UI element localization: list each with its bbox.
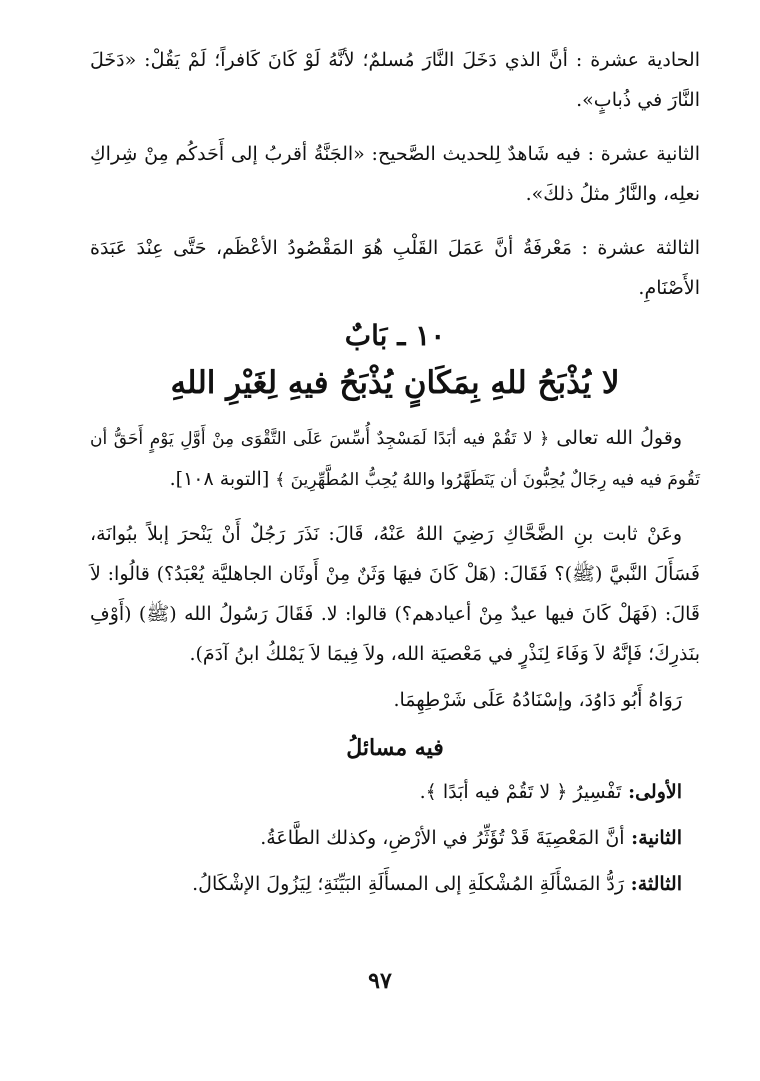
chapter-number: ١٠ ـ بَابٌ: [344, 319, 446, 352]
page-number: ٩٧: [368, 968, 392, 994]
masail-item-label: الثالثة:: [624, 873, 682, 895]
quran-verse: ﴿ لا تَقُمْ فيه أبَدًا لَمَسْجِدٌ أُسِّسَ عَلَى التَّقْوَى مِنْ أَوَّلِ يَوْمٍ أَحَقُّ أن تَقُومَ فيه فيه رِجَالٌ يُحِبُّونَ أن يَتَطَهَّرُوا واللهُ يُحِبُّ المُطَّهِّرِينَ ﴾: [90, 429, 700, 490]
masail-item-text: أنَّ المَعْصِيَةَ قَدْ تُؤَثِّرُ في الأرْضِ، وكذلك الطَّاعَةُ.: [260, 827, 625, 849]
book-page: [90, 40, 700, 1060]
verse-intro: وقولُ الله تعالى: [549, 427, 682, 449]
masail-item-label: الثانية:: [624, 827, 682, 849]
masail-item-label: الأولى:: [621, 781, 682, 803]
verse-paragraph: [90, 418, 700, 500]
masail-item: [90, 818, 700, 858]
masail-item: [90, 864, 700, 904]
narration-line: رَوَاهُ أَبُو دَاوُدَ، وإسْنَادُهُ عَلَى شَرْطِهِمَا.: [393, 689, 682, 711]
verse-reference: [التوبة ١٠٨].: [169, 468, 276, 490]
masail-title: فيه مسائلُ: [346, 735, 444, 761]
issue-thirteen-paragraph: الثالثة عشرة : مَعْرفَةُ أنَّ عَمَلَ القَلْبِ هُوَ المَقْصُودُ الأعْظَم، حَتَّى عِنْدَ عَبَدَة الأَصْنَامِ.: [90, 237, 700, 299]
masail-item-text: رَدُّ المَسْأَلَةِ المُشْكلَةِ إلى المسأَلَةِ البَيِّنَةِ؛ لِيَزُولَ الإشْكَالُ.: [192, 873, 625, 895]
issue-eleven-paragraph: الحادية عشرة : أنَّ الذي دَخَلَ النَّارَ مُسلمٌ؛ لأنَّهُ لَوْ كَانَ كَافراً؛ لَمْ يَقُلْ: «دَخَلَ النَّارَ في ذُبابٍ».: [90, 49, 700, 111]
masail-item: [90, 772, 700, 812]
chapter-title: لا يُذْبَحُ للهِ بِمَكَانٍ يُذْبَحُ فيهِ لِغَيْرِ اللهِ: [170, 365, 620, 401]
masail-item-text: تَفْسِيرُ ﴿ لا تَقُمْ فيه أبَدًا ﴾.: [419, 781, 622, 803]
hadith-paragraph: وعَنْ ثابت بنِ الضَّحَّاكِ رَضِيَ اللهُ عَنْهُ، قَالَ: نَذَرَ رَجُلٌ أَنْ يَنْحرَ إبلاً ببُوانَة، فَسَأَلَ النَّبيَّ (ﷺ)؟ فَقَالَ: (هَلْ كَانَ فيهَا وَثَنٌ مِنْ أَوثَان الجاهليَّة يُعْبَدُ؟) قالُوا: لاَ قَالَ: (فَهَلْ كَانَ فيها عيدٌ مِنْ أعيادهم؟) قالوا: لا. فَقَالَ رَسُولُ الله (ﷺ) (أَوْفِ بنَذرِكَ؛ فَإنَّهُ لاَ وَفَاءَ لِنَذْرٍ في مَعْصيَة الله، ولاَ فِيمَا لاَ يَمْلكُ ابنُ آدَمَ).: [90, 523, 700, 665]
issue-twelve-paragraph: الثانية عشرة : فيه شَاهدٌ لِلحديث الصَّحيح: «الجَنَّةُ أقربُ إلى أَحَدكُم مِنْ شِراكِ نعلِه، والنَّارُ مثلُ ذلكَ».: [90, 143, 700, 205]
